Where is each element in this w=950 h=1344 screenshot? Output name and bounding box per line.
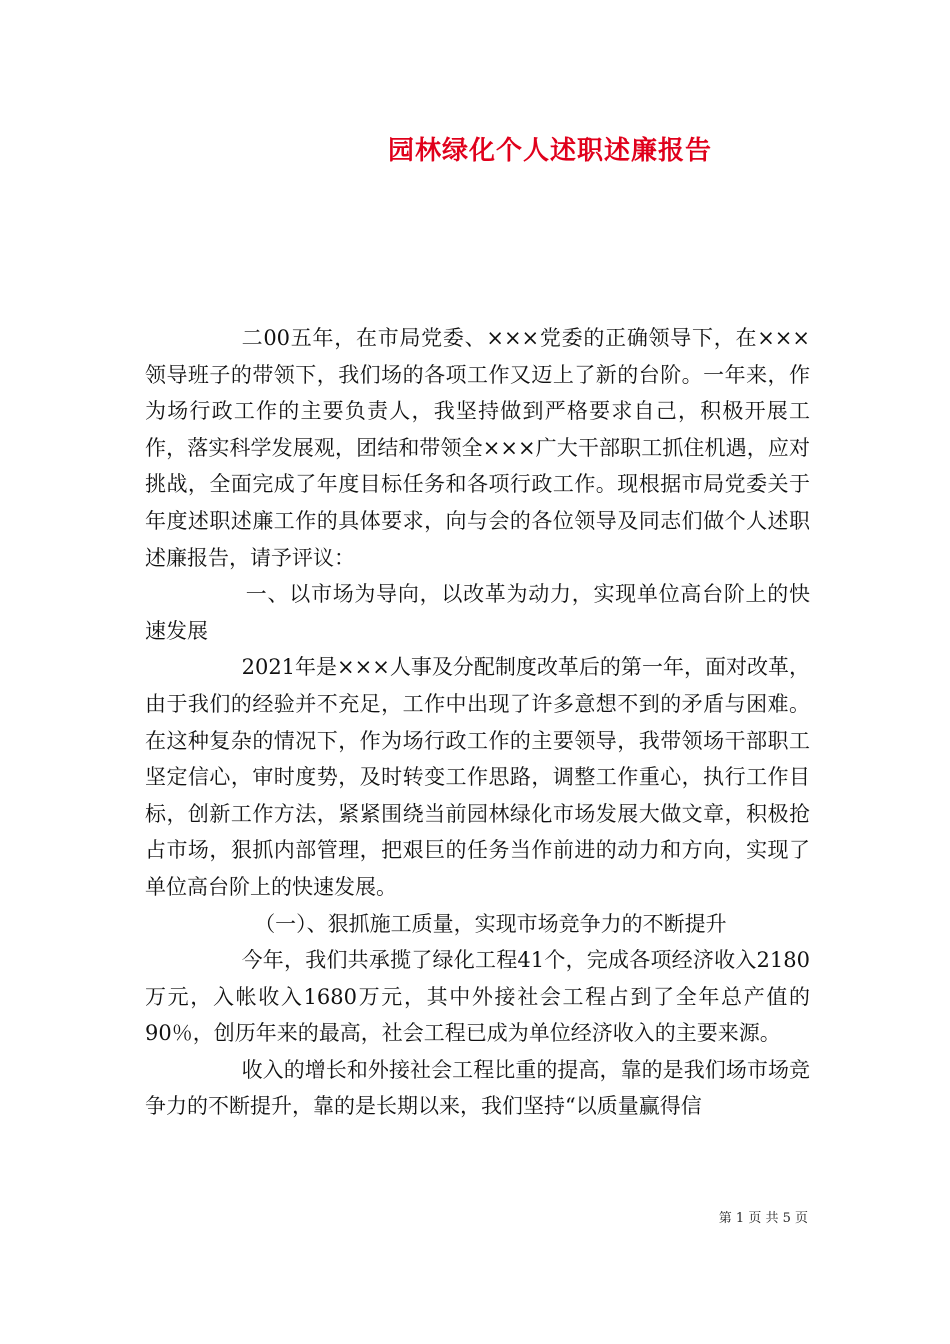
document-body — [145, 320, 810, 1125]
document-title: 园林绿化个人述职述廉报告 — [387, 136, 712, 166]
paragraph-growth: 收入的增长和外接社会工程比重的提高，靠的是我们场市场竞争力的不断提升，靠的是长期以来，我们坚持“以质量赢得信 — [145, 1057, 810, 1119]
page-number-footer: 第 1 页 共 5 页 — [718, 1211, 808, 1226]
paragraph-reform: 2021年是×××人事及分配制度改革后的第一年，面对改革，由于我们的经验并不充足，工作中出现了许多意想不到的矛盾与困难。在这种复杂的情况下，作为场行政工作的主要领导，我带领场干部职工坚定信心，审时度势，及时转变工作思路，调整工作重心，执行工作目标，创新工作方法，紧紧围绕当前园林绿化市场发展大做文章，积极抢占市场，狠抓内部管理，把艰巨的任务当作前进的动力和方向，实现了单位高台阶上的快速发展。 — [145, 655, 810, 899]
paragraph-projects: 今年，我们共承揽了绿化工程41个，完成各项经济收入2180万元，入帐收入1680万元，其中外接社会工程占到了全年总产值的90％，创历年来的最高，社会工程已成为单位经济收入的主要来源。 — [145, 948, 810, 1046]
subsection-heading-1: （一）、狠抓施工质量，实现市场竞争力的不断提升 — [254, 911, 727, 936]
section-heading-1: 一、以市场为导向，以改革为动力，实现单位高台阶上的快速发展 — [145, 582, 810, 643]
paragraph-intro: 二00五年，在市局党委、×××党委的正确领导下，在×××领导班子的带领下，我们场的各项工作又迈上了新的台阶。一年来，作为场行政工作的主要负责人，我坚持做到严格要求自己，积极开展工作，落实科学发展观，团结和带领全×××广大干部职工抓住机遇，应对挑战，全面完成了年度目标任务和各项行政工作。现根据市局党委关于年度述职述廉工作的具体要求，向与会的各位领导及同志们做个人述职述廉报告，请予评议： — [145, 326, 810, 570]
